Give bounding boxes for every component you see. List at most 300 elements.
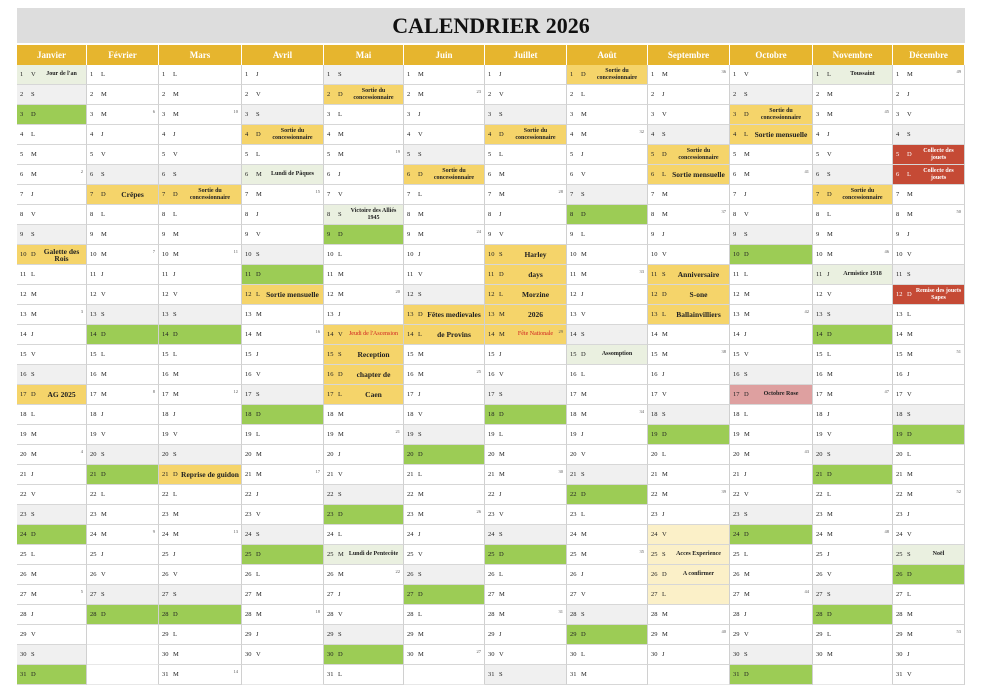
day-number: 11 <box>488 271 495 278</box>
event-label: Toussaint <box>850 71 875 77</box>
day-letter: S <box>499 251 503 258</box>
day-cell <box>567 265 648 285</box>
day-letter: M <box>499 171 505 178</box>
day-letter: M <box>662 491 668 498</box>
day-number: 8 <box>896 211 900 218</box>
day-cell <box>324 605 404 625</box>
day-letter: M <box>827 231 833 238</box>
day-cell <box>813 445 893 465</box>
day-cell <box>17 445 87 465</box>
day-cell <box>324 565 404 585</box>
day-cell <box>87 105 159 125</box>
day-number: 21 <box>896 471 903 478</box>
day-number: 27 <box>816 591 823 598</box>
day-letter: M <box>101 511 107 518</box>
day-number: 17 <box>733 391 740 398</box>
day-cell <box>242 145 324 165</box>
day-cell <box>17 525 87 545</box>
day-letter: D <box>499 551 504 558</box>
day-letter: M <box>499 331 505 338</box>
day-number: 27 <box>407 591 414 598</box>
day-cell <box>567 245 648 265</box>
day-letter: L <box>907 171 911 178</box>
day-cell <box>324 625 404 645</box>
day-cell <box>17 385 87 405</box>
event-label: Armistice 1918 <box>843 271 882 277</box>
day-number: 31 <box>327 671 334 678</box>
day-cell <box>485 105 567 125</box>
day-number: 28 <box>407 611 414 618</box>
day-letter: L <box>338 671 342 678</box>
day-letter: S <box>907 551 911 558</box>
day-letter: D <box>418 171 423 178</box>
day-cell <box>730 585 813 605</box>
day-number: 30 <box>245 651 252 658</box>
day-cell <box>485 405 567 425</box>
day-letter: M <box>418 91 424 98</box>
day-number: 2 <box>245 91 249 98</box>
day-number: 20 <box>816 451 823 458</box>
day-number: 10 <box>327 251 334 258</box>
day-number: 21 <box>20 471 27 478</box>
day-cell <box>813 645 893 665</box>
day-cell <box>404 445 485 465</box>
day-letter: S <box>173 591 177 598</box>
event-label: Galette des Rois <box>43 246 80 263</box>
day-cell <box>813 205 893 225</box>
day-number: 5 <box>816 151 820 158</box>
month-column <box>404 45 485 685</box>
day-number: 28 <box>327 611 334 618</box>
day-cell <box>17 245 87 265</box>
day-number: 13 <box>816 311 823 318</box>
day-number: 15 <box>162 351 169 358</box>
day-cell <box>485 345 567 365</box>
day-number: 4 <box>896 131 900 138</box>
day-number: 19 <box>245 431 252 438</box>
day-number: 11 <box>407 271 414 278</box>
event-label: Noël <box>932 551 945 557</box>
day-cell <box>87 285 159 305</box>
day-letter: S <box>744 91 748 98</box>
day-number: 21 <box>90 471 97 478</box>
day-number: 16 <box>245 371 252 378</box>
day-cell <box>87 425 159 445</box>
day-cell <box>730 225 813 245</box>
day-letter: J <box>581 571 584 578</box>
day-number: 4 <box>733 131 737 138</box>
day-letter: S <box>173 311 177 318</box>
day-letter: M <box>418 651 424 658</box>
day-cell <box>17 305 87 325</box>
day-cell <box>567 485 648 505</box>
day-number: 19 <box>570 431 577 438</box>
day-number: 22 <box>162 491 169 498</box>
day-number: 27 <box>488 591 495 598</box>
day-number: 18 <box>816 411 823 418</box>
month-column <box>87 45 159 685</box>
event-label: Jour de l'an <box>46 71 77 77</box>
day-cell <box>730 105 813 125</box>
day-cell <box>242 485 324 505</box>
event-label: Collecte des jouets <box>923 167 954 181</box>
day-letter: V <box>827 571 832 578</box>
day-number: 15 <box>570 351 577 358</box>
day-cell <box>730 625 813 645</box>
day-cell <box>567 305 648 325</box>
day-number: 6 <box>327 171 331 178</box>
day-number: 21 <box>407 471 414 478</box>
day-cell <box>893 165 965 185</box>
week-number: 18 <box>315 609 320 614</box>
week-number: 40 <box>721 629 726 634</box>
day-letter: J <box>256 71 259 78</box>
day-letter: D <box>338 91 343 98</box>
day-letter: L <box>173 491 177 498</box>
day-letter: V <box>338 331 343 338</box>
day-letter: D <box>173 191 178 198</box>
day-cell <box>813 125 893 145</box>
day-number: 22 <box>816 491 823 498</box>
day-cell <box>242 325 324 345</box>
day-number: 31 <box>570 671 577 678</box>
day-cell <box>404 465 485 485</box>
day-number: 12 <box>407 291 414 298</box>
day-cell <box>17 165 87 185</box>
day-letter: M <box>338 151 344 158</box>
week-number: 7 <box>152 249 155 254</box>
day-letter: L <box>581 91 585 98</box>
day-letter: V <box>744 631 749 638</box>
day-letter: S <box>662 411 666 418</box>
day-cell <box>324 265 404 285</box>
day-letter: L <box>256 571 260 578</box>
day-number: 16 <box>570 371 577 378</box>
day-cell <box>485 145 567 165</box>
day-letter: J <box>907 371 910 378</box>
day-cell <box>159 665 242 685</box>
day-cell <box>159 185 242 205</box>
day-number: 23 <box>162 511 169 518</box>
day-letter: V <box>31 211 36 218</box>
week-number: 21 <box>395 429 400 434</box>
week-number: 53 <box>956 629 961 634</box>
day-letter: M <box>827 391 833 398</box>
day-cell <box>159 245 242 265</box>
day-letter: D <box>827 331 832 338</box>
day-letter: J <box>173 271 176 278</box>
day-cell <box>648 525 730 545</box>
day-number: 5 <box>162 151 166 158</box>
day-cell <box>159 485 242 505</box>
week-number: 52 <box>956 489 961 494</box>
day-letter: M <box>173 91 179 98</box>
day-cell <box>404 265 485 285</box>
day-letter: J <box>662 91 665 98</box>
day-cell <box>17 265 87 285</box>
day-letter: S <box>827 591 831 598</box>
month-column <box>17 45 87 685</box>
day-number: 5 <box>570 151 574 158</box>
day-cell <box>893 345 965 365</box>
day-cell <box>730 65 813 85</box>
day-cell <box>404 405 485 425</box>
day-cell <box>87 445 159 465</box>
day-cell <box>730 445 813 465</box>
day-cell <box>87 585 159 605</box>
day-cell <box>242 405 324 425</box>
day-number: 14 <box>162 331 169 338</box>
day-letter: L <box>173 351 177 358</box>
day-cell <box>648 465 730 485</box>
day-number: 6 <box>570 171 574 178</box>
day-letter: L <box>31 411 35 418</box>
day-cell <box>159 385 242 405</box>
day-cell <box>567 165 648 185</box>
day-number: 13 <box>896 311 903 318</box>
day-letter: S <box>744 231 748 238</box>
day-number: 1 <box>407 71 411 78</box>
day-letter: L <box>581 511 585 518</box>
day-cell <box>404 525 485 545</box>
day-number: 2 <box>20 91 24 98</box>
day-number: 19 <box>816 431 823 438</box>
day-number: 15 <box>733 351 740 358</box>
event-label: S-one <box>689 290 708 299</box>
day-letter: L <box>338 531 342 538</box>
day-letter: M <box>581 411 587 418</box>
day-letter: L <box>418 191 422 198</box>
day-cell <box>730 205 813 225</box>
day-letter: J <box>827 271 830 278</box>
day-letter: M <box>581 391 587 398</box>
week-number: 9 <box>152 529 155 534</box>
day-letter: S <box>581 331 585 338</box>
day-cell <box>87 225 159 245</box>
day-cell <box>159 565 242 585</box>
day-letter: L <box>338 391 342 398</box>
day-number: 15 <box>327 351 334 358</box>
day-cell <box>404 345 485 365</box>
day-cell <box>567 65 648 85</box>
day-cell <box>17 465 87 485</box>
day-number: 18 <box>407 411 414 418</box>
day-number: 25 <box>245 551 252 558</box>
day-number: 10 <box>245 251 252 258</box>
day-letter: V <box>256 511 261 518</box>
week-number: 41 <box>804 169 809 174</box>
day-letter: M <box>499 191 505 198</box>
day-number: 30 <box>327 651 334 658</box>
day-number: 29 <box>816 631 823 638</box>
day-letter: D <box>744 391 749 398</box>
day-cell <box>242 305 324 325</box>
day-cell <box>17 185 87 205</box>
day-letter: S <box>173 451 177 458</box>
day-number: 23 <box>651 511 658 518</box>
day-number: 23 <box>245 511 252 518</box>
day-letter: L <box>744 551 748 558</box>
day-letter: L <box>173 71 177 78</box>
day-number: 1 <box>488 71 492 78</box>
day-number: 28 <box>816 611 823 618</box>
event-label: Reprise de guidon <box>181 470 239 479</box>
day-letter: M <box>744 291 750 298</box>
day-letter: J <box>418 111 421 118</box>
week-number: 32 <box>639 129 644 134</box>
day-cell <box>813 625 893 645</box>
day-cell <box>159 265 242 285</box>
day-cell <box>242 545 324 565</box>
day-cell <box>893 285 965 305</box>
day-cell <box>87 505 159 525</box>
day-number: 23 <box>570 511 577 518</box>
month-header: Juillet <box>485 45 567 65</box>
day-cell <box>87 65 159 85</box>
day-cell <box>324 205 404 225</box>
day-letter: J <box>581 291 584 298</box>
day-cell <box>485 665 567 685</box>
day-cell <box>813 305 893 325</box>
day-number: 22 <box>488 491 495 498</box>
day-number: 6 <box>816 171 820 178</box>
month-column <box>730 45 813 685</box>
day-number: 8 <box>245 211 249 218</box>
day-cell <box>567 585 648 605</box>
event-label: A confirmer <box>682 571 715 577</box>
day-cell <box>893 565 965 585</box>
day-letter: L <box>827 491 831 498</box>
day-letter: M <box>827 251 833 258</box>
day-letter: V <box>101 431 106 438</box>
day-letter: M <box>662 331 668 338</box>
day-number: 9 <box>407 231 411 238</box>
day-number: 17 <box>327 391 334 398</box>
day-number: 18 <box>488 411 495 418</box>
day-cell <box>893 665 965 685</box>
day-cell <box>648 565 730 585</box>
day-cell <box>648 185 730 205</box>
week-number: 48 <box>884 529 889 534</box>
day-cell <box>730 645 813 665</box>
day-letter: S <box>256 391 260 398</box>
day-cell <box>404 625 485 645</box>
day-cell <box>648 65 730 85</box>
day-number: 24 <box>570 531 577 538</box>
day-number: 6 <box>162 171 166 178</box>
day-cell <box>324 385 404 405</box>
day-letter: D <box>418 311 423 318</box>
day-number: 8 <box>570 211 574 218</box>
day-letter: S <box>581 471 585 478</box>
event-label: Assomption <box>601 351 633 357</box>
day-number: 9 <box>488 231 492 238</box>
day-cell <box>242 565 324 585</box>
day-cell <box>87 385 159 405</box>
day-letter: L <box>499 571 503 578</box>
week-number: 20 <box>395 289 400 294</box>
day-cell <box>159 85 242 105</box>
day-cell <box>87 305 159 325</box>
day-letter: L <box>173 631 177 638</box>
day-letter: S <box>499 391 503 398</box>
day-number: 14 <box>651 331 658 338</box>
day-letter: S <box>31 651 35 658</box>
day-cell <box>893 405 965 425</box>
day-cell <box>893 225 965 245</box>
day-cell <box>324 645 404 665</box>
day-cell <box>159 285 242 305</box>
day-letter: V <box>418 131 423 138</box>
day-letter: D <box>827 191 832 198</box>
day-number: 12 <box>651 291 658 298</box>
day-number: 26 <box>327 571 334 578</box>
day-cell <box>893 125 965 145</box>
day-number: 17 <box>651 391 658 398</box>
day-cell <box>730 405 813 425</box>
day-letter: M <box>418 511 424 518</box>
day-cell <box>893 585 965 605</box>
day-letter: D <box>101 191 106 198</box>
day-cell <box>813 565 893 585</box>
day-letter: V <box>827 291 832 298</box>
day-letter: J <box>101 411 104 418</box>
day-cell <box>324 545 404 565</box>
day-number: 4 <box>816 131 820 138</box>
day-letter: J <box>499 211 502 218</box>
day-cell <box>242 425 324 445</box>
day-number: 26 <box>570 571 577 578</box>
day-number: 8 <box>488 211 492 218</box>
day-letter: D <box>581 491 586 498</box>
day-number: 20 <box>20 451 27 458</box>
day-letter: L <box>581 371 585 378</box>
day-number: 4 <box>407 131 411 138</box>
day-number: 18 <box>896 411 903 418</box>
day-cell <box>485 425 567 445</box>
day-number: 21 <box>733 471 740 478</box>
day-letter: M <box>827 651 833 658</box>
day-number: 23 <box>816 511 823 518</box>
day-letter: M <box>744 311 750 318</box>
day-letter: D <box>744 251 749 258</box>
day-cell <box>730 485 813 505</box>
day-number: 17 <box>570 391 577 398</box>
day-cell <box>893 185 965 205</box>
day-number: 19 <box>651 431 658 438</box>
day-cell <box>324 105 404 125</box>
day-number: 14 <box>733 331 740 338</box>
day-number: 15 <box>20 351 27 358</box>
day-number: 31 <box>20 671 27 678</box>
day-cell <box>87 665 159 685</box>
day-cell <box>893 605 965 625</box>
day-cell <box>324 245 404 265</box>
day-letter: V <box>581 311 586 318</box>
day-letter: S <box>907 131 911 138</box>
day-letter: D <box>662 291 667 298</box>
event-label: Ballainvilliers <box>676 310 721 319</box>
day-cell <box>567 665 648 685</box>
day-letter: M <box>101 531 107 538</box>
day-letter: L <box>744 411 748 418</box>
month-header: Avril <box>242 45 324 65</box>
day-cell <box>893 305 965 325</box>
day-cell <box>17 105 87 125</box>
day-number: 10 <box>816 251 823 258</box>
day-letter: S <box>744 371 748 378</box>
event-label: Sortie du concessionnaire <box>272 127 313 141</box>
